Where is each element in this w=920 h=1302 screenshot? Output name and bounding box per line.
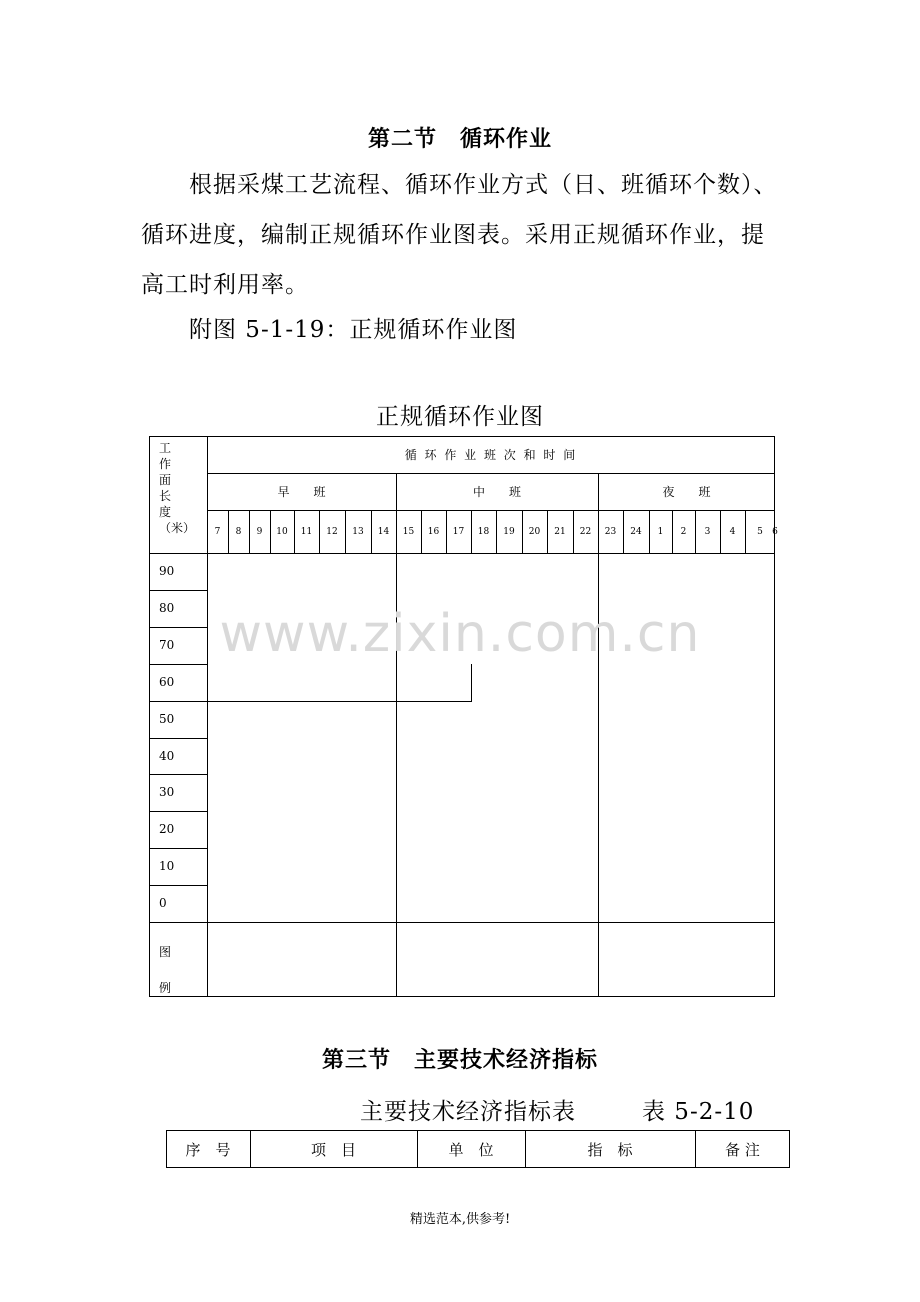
section-3-heading: 第三节 主要技术经济指标 <box>321 1048 598 1073</box>
column-header-index: 序 号 <box>185 1140 231 1159</box>
hour-label: 2 <box>680 526 687 537</box>
legend-char: 图 <box>159 945 172 959</box>
legend-char: 例 <box>159 981 172 995</box>
page-footer: 精选范本,供参考! <box>409 1212 511 1227</box>
hour-label: 23 <box>604 526 617 537</box>
hour-label: 1 <box>657 526 664 537</box>
indicator-table-number: 表 5-2-10 <box>642 1099 755 1125</box>
length-label: 30 <box>159 785 175 799</box>
cycle-chart-title: 正规循环作业图 <box>376 404 544 430</box>
shift-morning: 早 班 <box>277 485 326 499</box>
hour-label: 24 <box>630 526 642 537</box>
cycle-chart-table: 工 作 面 长 度 （米） 循 环 作 业 班 次 和 时 间 早 班 中 班 夜 班 7 8 9 10 11 12 13 14 15 16 17 18 19 20 21 22 23 24 1 2 3 4 5 6 90 80 70 60 50 40 30 20 10 0 图 例 <box>149 436 775 997</box>
legend-label <box>159 934 171 1006</box>
left-header-char: 面 <box>159 473 172 487</box>
hour-label: 11 <box>300 526 313 537</box>
hour-label: 17 <box>452 526 465 537</box>
left-header-char: 度 <box>159 505 172 519</box>
hour-label: 20 <box>528 526 541 537</box>
working-face-length-header <box>149 436 207 553</box>
length-label: 40 <box>159 749 175 763</box>
length-label: 70 <box>159 638 175 652</box>
section-2-heading: 第二节 循环作业 <box>367 127 552 152</box>
hour-label: 15 <box>402 526 415 537</box>
length-label: 10 <box>159 859 175 873</box>
indicator-table-title: 主要技术经济指标表 <box>360 1099 576 1125</box>
length-label: 90 <box>159 564 175 578</box>
left-header-char: （米） <box>159 521 196 535</box>
hour-label: 7 <box>214 526 221 537</box>
length-label: 80 <box>159 601 175 615</box>
paragraph-line-1: 根据采煤工艺流程、循环作业方式（日、班循环个数）、 <box>189 172 778 198</box>
left-header-char: 工 <box>159 441 172 455</box>
length-label: 20 <box>159 822 175 836</box>
hour-label: 8 <box>235 526 242 537</box>
length-label: 0 <box>159 896 167 910</box>
attachment-reference: 附图 5-1-19：正规循环作业图 <box>189 317 518 343</box>
column-header-item: 项 目 <box>310 1140 356 1159</box>
hour-label: 22 <box>579 526 592 537</box>
paragraph-line-2: 循环进度，编制正规循环作业图表。采用正规循环作业，提 <box>141 222 765 248</box>
hour-label: 12 <box>326 526 338 537</box>
paragraph-line-3: 高工时利用率。 <box>141 272 309 298</box>
hour-label: 21 <box>554 526 566 537</box>
hour-label: 5 <box>757 526 763 537</box>
shift-and-time-header: 循 环 作 业 班 次 和 时 间 <box>404 448 578 462</box>
column-header-unit: 单 位 <box>448 1140 494 1159</box>
hour-label: 19 <box>503 526 515 537</box>
watermark-text: www.zixin.com.cn <box>219 604 701 664</box>
column-header-indicator: 指 标 <box>587 1140 633 1159</box>
hour-label: 9 <box>256 526 263 537</box>
hour-label: 3 <box>704 526 711 537</box>
hour-label: 4 <box>729 526 736 537</box>
left-header-char: 作 <box>159 457 172 471</box>
hour-label: 16 <box>427 526 440 537</box>
length-label: 50 <box>159 712 175 726</box>
indicator-table <box>166 1130 790 1168</box>
hour-label: 14 <box>377 526 390 537</box>
left-header-char: 长 <box>159 489 172 503</box>
column-header-remarks: 备 注 <box>725 1140 760 1159</box>
shift-middle: 中 班 <box>472 485 521 499</box>
hour-label: 18 <box>477 526 490 537</box>
length-label: 60 <box>159 675 175 689</box>
hour-label: 13 <box>352 526 364 537</box>
shift-night: 夜 班 <box>662 485 711 499</box>
hour-label: 10 <box>276 526 288 537</box>
